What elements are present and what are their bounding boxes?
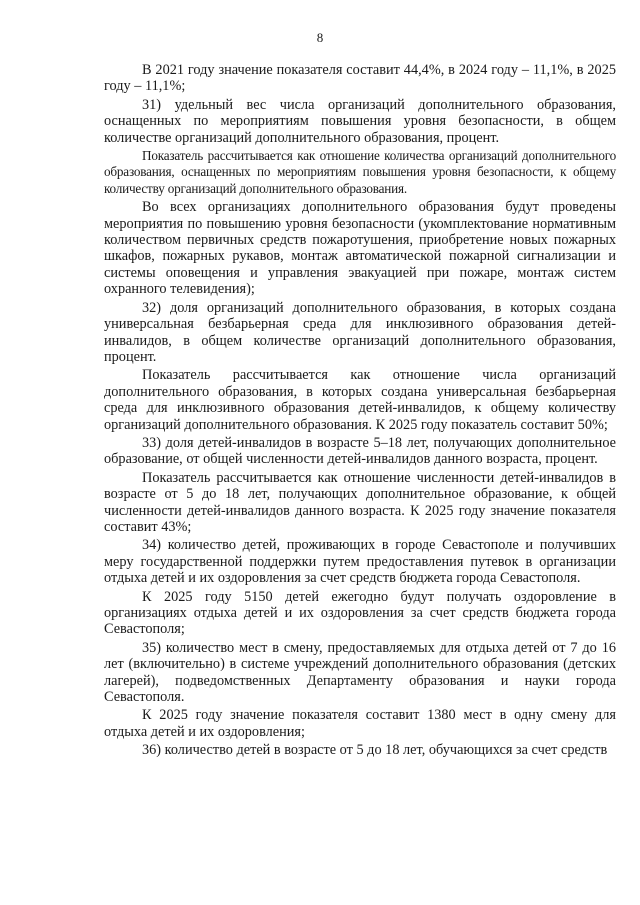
document-body (104, 62, 616, 761)
paragraph-indicator-2021: В 2021 году значение показателя составит 44,4%, в 2024 году – 11,1%, в 2025 году – 11,1%; (104, 62, 616, 95)
paragraph-indicator-34: 34) количество детей, проживающих в городе Севастополе и получивших меру государственной поддержки путем предоставления путевок в организации отдыха детей и их оздоровления за счет средств бюджета города Севастополя. (104, 537, 616, 587)
paragraph-target-35: К 2025 году значение показателя составит 1380 мест в одну смену для отдыха детей и их оздоровления; (104, 707, 616, 740)
paragraph-indicator-31: 31) удельный вес числа организаций дополнительного образования, оснащенных по мероприятиям повышения уровня безопасности, в общем количестве организаций дополнительного образования, процент. (104, 96, 616, 146)
paragraph-target-34: К 2025 году 5150 детей ежегодно будут получать оздоровление в организациях отдыха детей и их оздоровления за счет средств бюджета города Севастополя; (104, 588, 616, 638)
paragraph-calculation-31: Показатель рассчитывается как отношение количества организаций дополнительного образования, оснащенных по мероприятиям повышения уровня безопасности, к общему количеству организаций дополнительного образования. (104, 148, 616, 196)
paragraph-indicator-33: 33) доля детей-инвалидов в возрасте 5–18 лет, получающих дополнительное образование, от общей численности детей-инвалидов данного возраста, процент. (104, 434, 616, 468)
page-number: 8 (316, 30, 324, 45)
paragraph-calculation-33: Показатель рассчитывается как отношение численности детей-инвалидов в возрасте от 5 до 18 лет, получающих дополнительное образование, к общей численности детей-инвалидов данного возраста. К 2025 году значение показателя составит 43%; (104, 469, 616, 535)
paragraph-indicator-36: 36) количество детей в возрасте от 5 до 18 лет, обучающихся за счет средств (142, 742, 608, 759)
paragraph-safety-measures: Во всех организациях дополнительного образования будут проведены мероприятия по повышению уровня безопасности (укомплектование нормативным количеством первичных средств пожаротушения, приобретение новых пожарных шкафов, пожарных рукавов, монтаж автоматической пожарной сигнализации и системы оповещения и управления эвакуацией при пожаре, монтаж систем охранного телевидения); (104, 199, 616, 298)
paragraph-calculation-32: Показатель рассчитывается как отношение числа организаций дополнительного образования, в которых создана универсальная безбарьерная среда для инклюзивного образования детей-инвалидов, к общему количеству организаций дополнительного образования. К 2025 году показатель составит 50%; (104, 367, 616, 433)
paragraph-indicator-35: 35) количество мест в смену, предоставляемых для отдыха детей от 7 до 16 лет (включительно) в системе учреждений дополнительного образования (детских лагерей), подведомственных Департаменту образования и науки города Севастополя. (104, 639, 616, 706)
paragraph-indicator-32: 32) доля организаций дополнительного образования, в которых создана универсальная безбарьерная среда для инклюзивного образования детей-инвалидов, в общем количестве организаций дополнительного образования, процент. (104, 299, 616, 365)
